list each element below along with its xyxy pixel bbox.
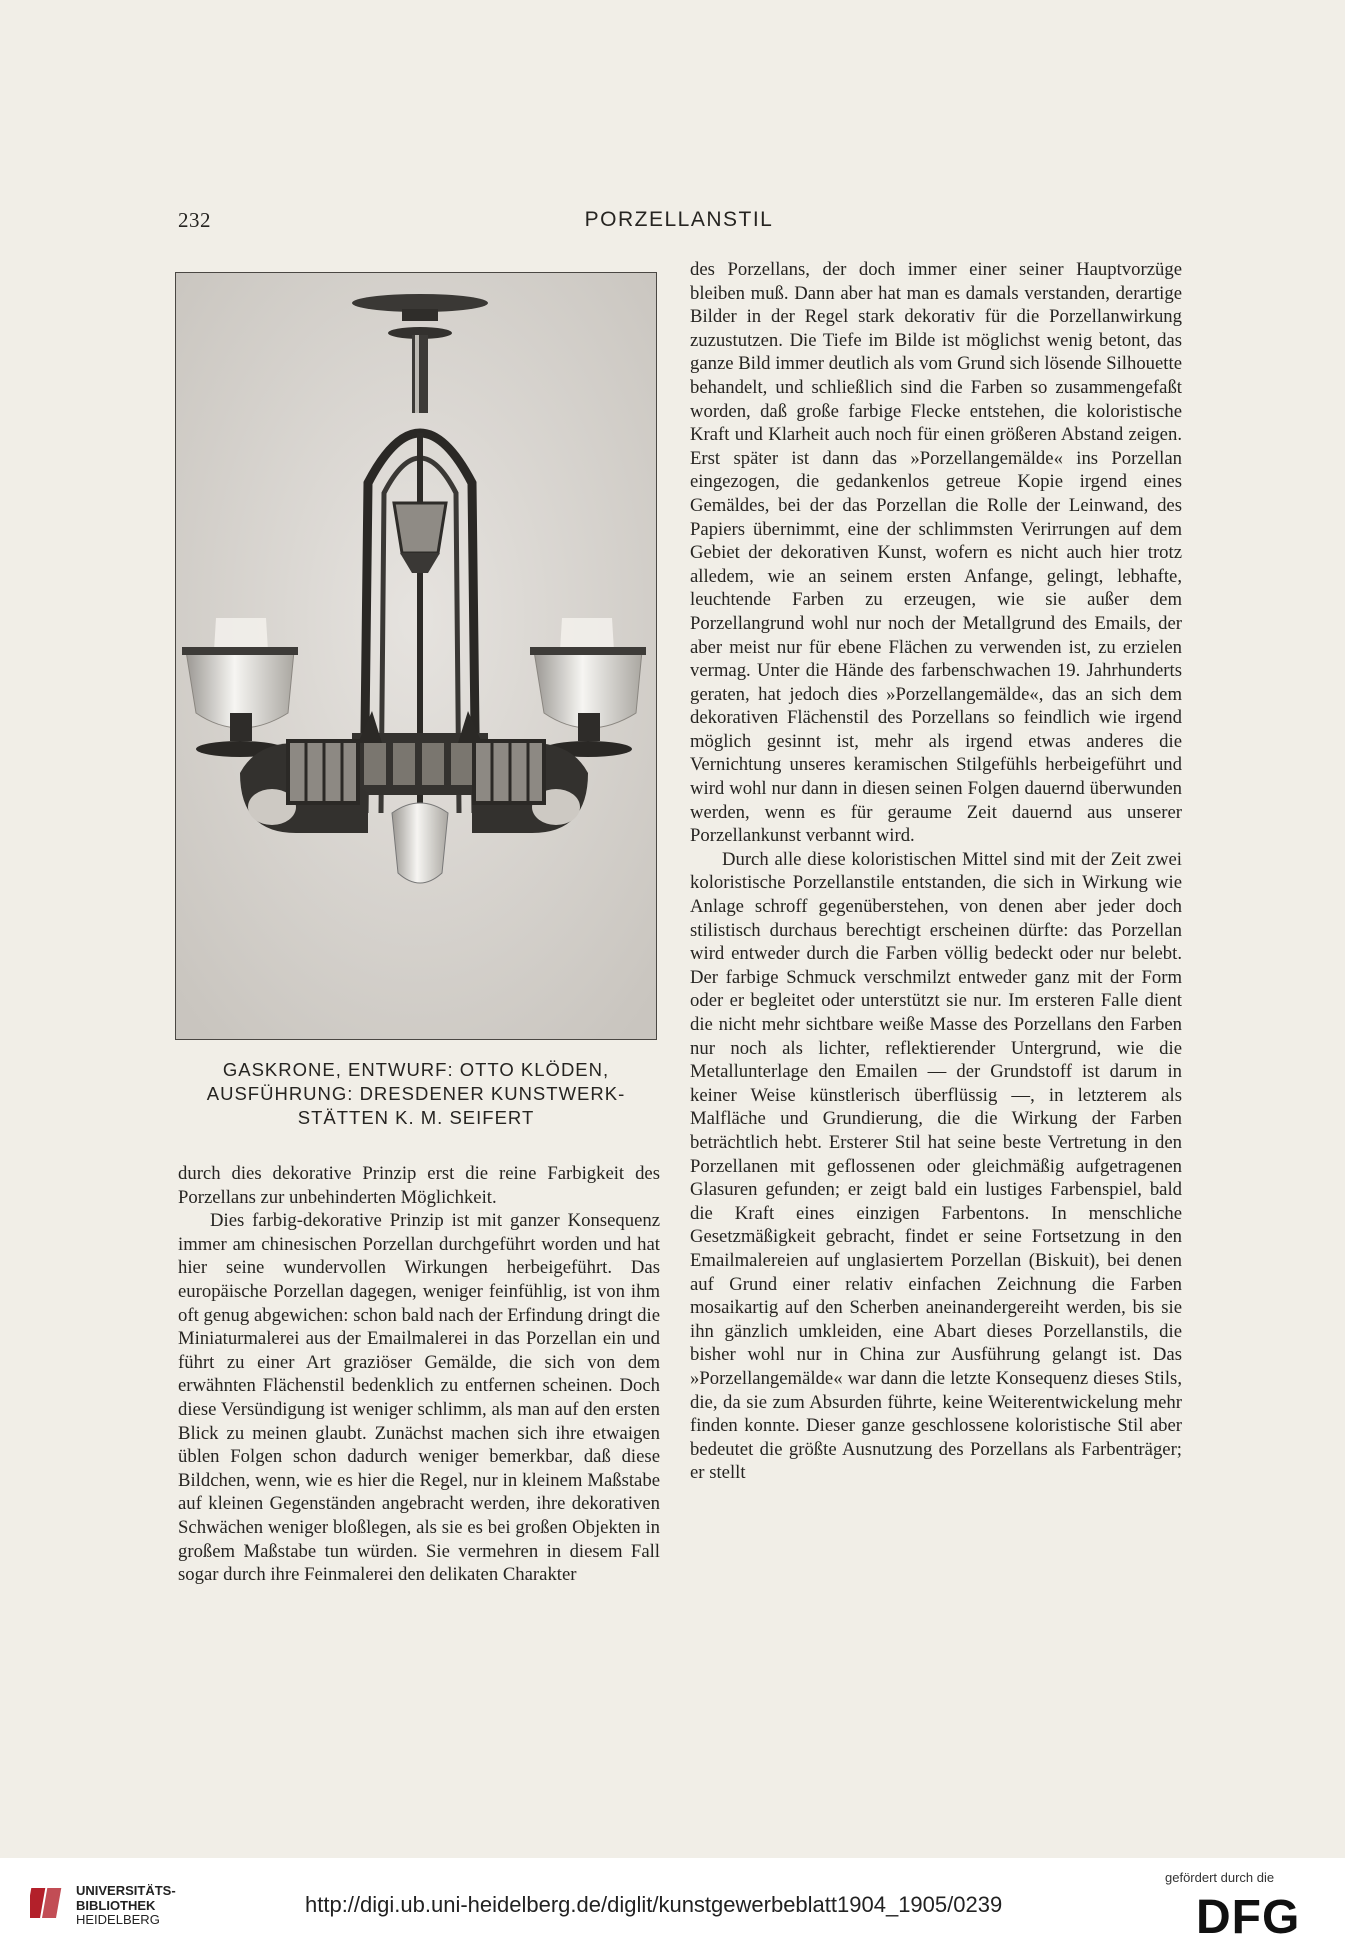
university-library-name [76, 1884, 176, 1928]
running-head: PORZELLANSTIL [584, 208, 774, 231]
university-library-logo-icon [30, 1884, 70, 1924]
figure-caption [175, 1058, 657, 1130]
caption-line: AUSFÜHRUNG: DRESDENER KUNSTWERK- [206, 1083, 626, 1104]
right-text-column [690, 258, 1182, 1485]
paragraph: Dies farbig-dekorative Prinzip ist mit ganzer Konsequenz immer am chinesischen Porzellan durchgeführt worden und hat hier seine wundervollen Wirkungen herbeigeführt. Das europäische Porzellan dagegen, weniger feinfühlig, ist von ihm oft genug abgewichen: schon bald nach der Erfindung dringt die Miniaturmalerei aus der Emailmalerei in das Porzellan ein und führt zu einer Art graziöser Gemälde, die sich von dem erwähnten Flächenstil bedenklich zu entfernen scheinen. Doch diese Versündigung ist weniger schlimm, als man auf den ersten Blick zu meinen glaubt. Zunächst machen sich ihre etwaigen üblen Folgen schon dadurch weniger bemerkbar, daß diese Bildchen, wenn, wie es hier die Regel, nur in kleinem Maßstabe auf kleinen Gegenständen angebracht werden, ihre dekorativen Schwächen weniger bloßlegen, als sie es bei großen Objekten in großem Maßstabe tun würden. Sie vermehren in diesem Fall sogar durch ihre Feinmalerei den delikaten Charakter [178, 1210, 660, 1586]
paragraph: Durch alle diese koloristischen Mittel sind mit der Zeit zwei koloristische Porzellanstile entstanden, die sich in Wirkung wie Anlage schroff gegenüberstehen, von denen aber jeder doch stilistisch durchaus berechtigt erscheinen dürfte: das Porzellan wird entweder durch die Farben völlig bedeckt oder nur belebt. Der farbige Schmuck verschmilzt entweder ganz mit der Form oder er begleitet oder unterstützt sie nur. Im ersteren Falle dient die nicht mehr sichtbare weiße Masse des Porzellans den Farben nur noch als lichter, reflektierender Untergrund, wie die Metallunterlage den Emailen — der Grundstoff ist darum in keiner Weise künstlerisch überflüssig —, in letzterem als Malfläche und Grundierung, die die Wirkung der Farben beträchtlich hebt. Ersterer Stil hat seine beste Vertretung in den Porzellanen mit geflossenen oder gleichmäßig aufgetragenen Glasuren gefunden; er zeigt bald ein lustiges Farbenspiel, bald die Kraft eines einzigen Farbentons. In menschliche Gesetzmäßigkeit gebracht, findet er seine Fortsetzung in den Emailmalereien auf unglasiertem Porzellan (Biskuit), bei denen auf Grund einer relativ einfachen Zeichnung die Farben mosaikartig auf den Scherben aneinandergereiht werden, bis sie ihn gänzlich umkleiden, eine Abart dieses Porzellanstils, die bisher wohl nur in China zur Ausführung gelangt ist. Das »Porzellangemälde« war dann die letzte Konsequenz dieses Stils, die, da sie zum Absurden führte, keine Weiterentwickelung mehr finden konnte. Dieser ganze geschlossene koloristische Stil aber bedeutet die größte Ausnutzung des Porzellans als Farbenträger; er stellt [690, 848, 1182, 1484]
page-number: 232 [178, 208, 211, 232]
dfg-logo: DFG [1196, 1891, 1301, 1944]
paragraph: durch dies dekorative Prinzip erst die reine Farbigkeit des Porzellans zur unbehinderten Möglichkeit. [178, 1163, 660, 1208]
chandelier-photograph [175, 272, 657, 1040]
paragraph: des Porzellans, der doch immer einer seiner Hauptvorzüge bleiben muß. Dann aber hat man es damals verstanden, derartige Bilder in der Regel stark dekorativ für die Porzellanwirkung zuzustutzen. Die Tiefe im Bilde ist möglichst wenig betont, das ganze Bild immer deutlich als vom Grund sich lösende Silhouette behandelt, und schließlich sind die Farben so zusammengefaßt worden, daß große farbige Flecke entstehen, die koloristische Kraft und Klarheit auch noch für einen größeren Abstand zeigen. Erst später ist dann das »Porzellangemälde« ins Porzellan eingezogen, die gedankenlos getreue Kopie irgend eines Gemäldes, bei der das Porzellan die Rolle der Leinwand, des Papiers übernimmt, eine der schlimmsten Verirrungen auf dem Gebiet der dekorativen Kunst, wofern es nicht auch hier trotz alledem, wie an seinem ersten Anfange, gelingt, lebhafte, leuchtende Farben zu erzeugen, wie sie außer dem Porzellangrund wohl nur noch der Metallgrund des Emails, der aber meist nur für ebene Flächen zu verwenden ist, zu erzielen vermag. Unter die Hände des farbenschwachen 19. Jahrhunderts geraten, hat jedoch dies »Porzellangemälde«, das an sich dem dekorativen Flächenstil des Porzellans so feindlich wie irgend möglich gesinnt ist, mehr als irgend etwas anderes die Vernichtung unseres keramischen Stilgefühls herbeigeführt und wird wohl nur dann in diesen seinen Folgen dauernd überwunden werden, wenn es für geraume Zeit dauernd aus unserer Porzellankunst verbannt wird. [690, 259, 1182, 847]
caption-line: STÄTTEN K. M. SEIFERT [297, 1107, 535, 1128]
funding-note: gefördert durch die [1165, 1870, 1275, 1885]
library-line: UNIVERSITÄTS- [76, 1883, 176, 1898]
library-line: HEIDELBERG [76, 1912, 160, 1927]
digitization-url-link[interactable]: http://digi.ub.uni-heidelberg.de/diglit/kunstgewerbeblatt1904_1905/0239 [305, 1892, 1003, 1917]
caption-line: GASKRONE, ENTWURF: OTTO KLÖDEN, [222, 1059, 610, 1080]
page-header [178, 208, 1180, 238]
library-line: BIBLIOTHEK [76, 1897, 156, 1913]
left-text-column [178, 1162, 660, 1587]
digitization-footer [0, 1858, 1345, 1960]
